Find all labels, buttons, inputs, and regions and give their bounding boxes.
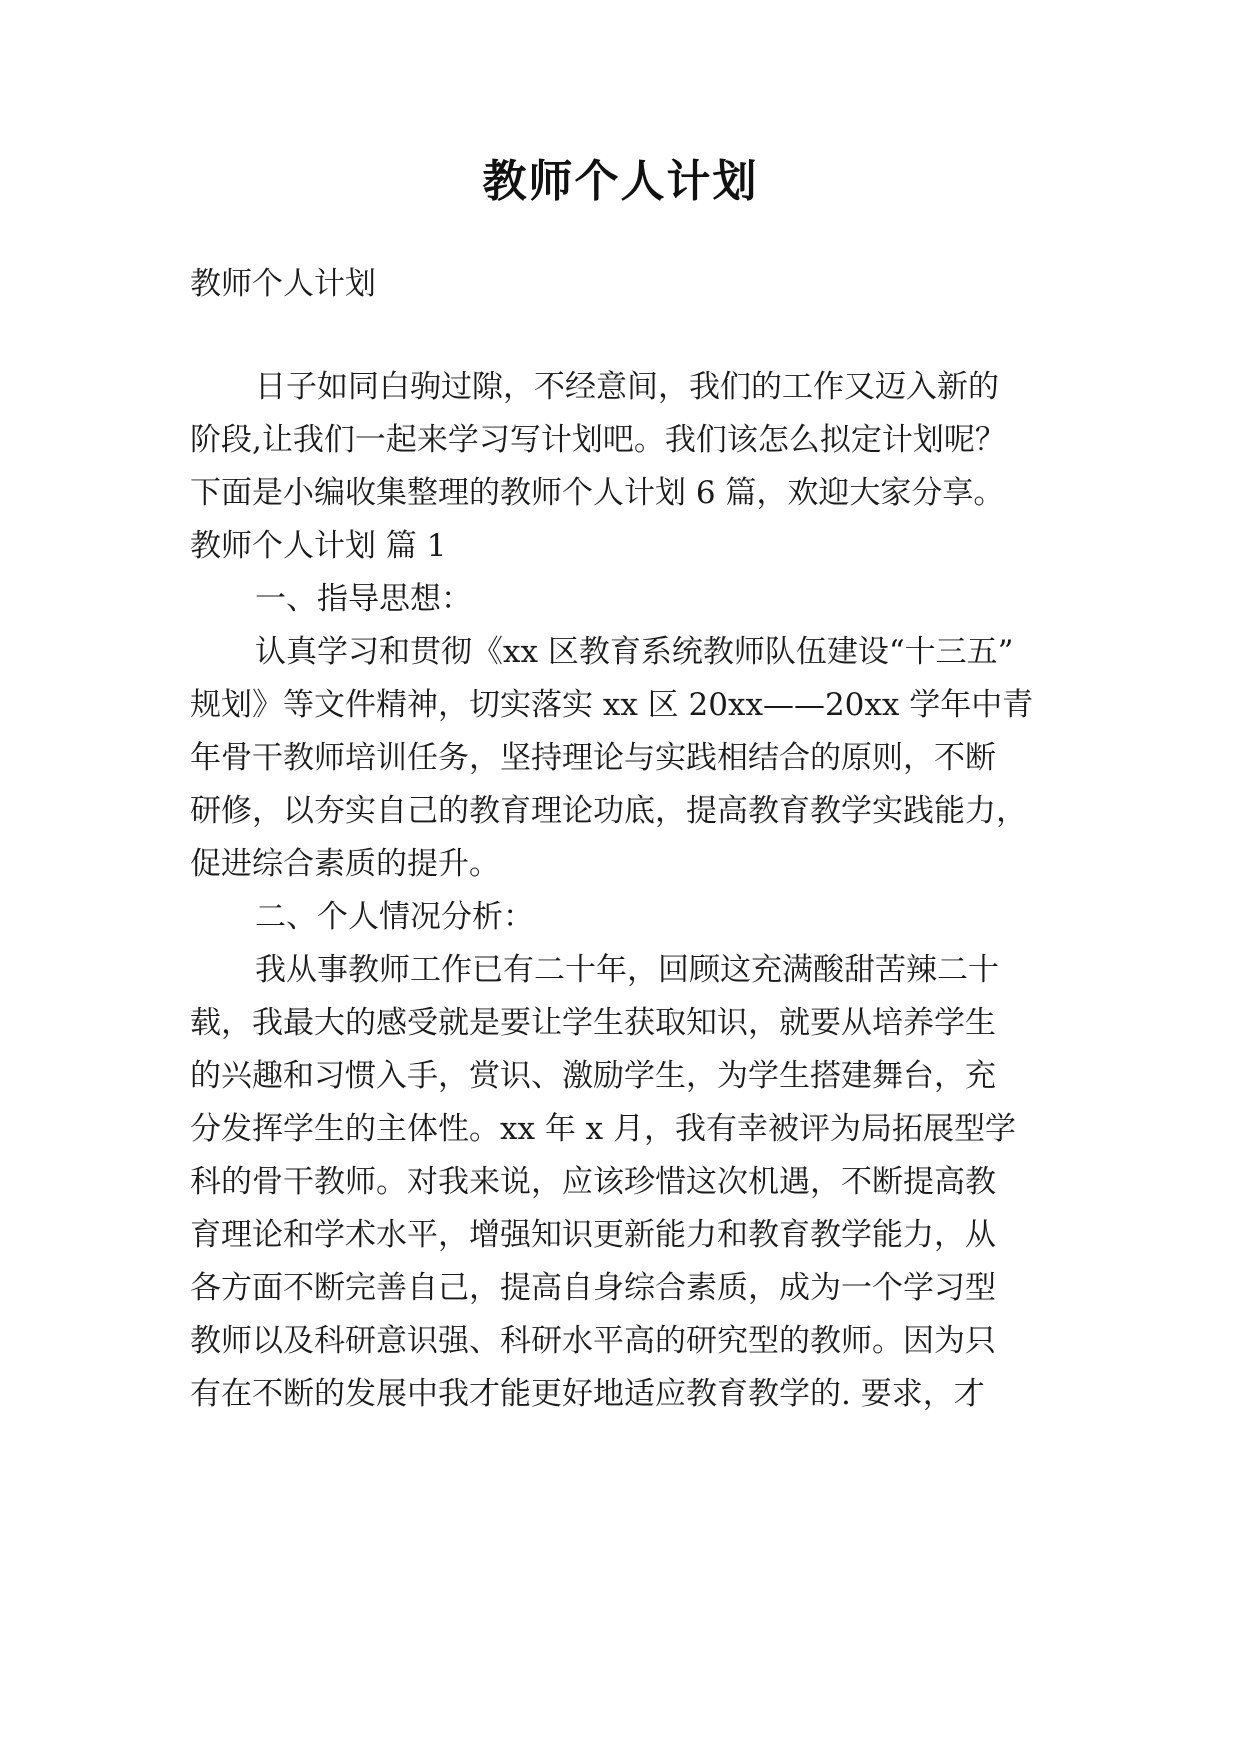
paragraph-line: 分发挥学生的主体性。xx 年 x 月，我有幸被评为局拓展型学	[190, 1111, 1017, 1147]
section-heading: 教师个人计划 篇 1	[190, 528, 447, 564]
paragraph-line: 的兴趣和习惯入手，赏识、激励学生，为学生搭建舞台，充	[190, 1058, 996, 1094]
paragraph-line: 载，我最大的感受就是要让学生获取知识，就要从培养学生	[190, 1005, 996, 1041]
paragraph-line: 年骨干教师培训任务，坚持理论与实践相结合的原则，不断	[190, 740, 996, 776]
section-heading: 一、指导思想：	[255, 581, 472, 617]
paragraph-line: 有在不断的发展中我才能更好地适应教育教学的. 要求，才	[190, 1376, 985, 1412]
paragraph-line: 科的骨干教师。对我来说，应该珍惜这次机遇，不断提高教	[190, 1164, 996, 1200]
document-title: 教师个人计划	[482, 156, 759, 207]
paragraph-line: 认真学习和贯彻《xx 区教育系统教师队伍建设“十三五”	[255, 634, 1014, 670]
paragraph-line: 下面是小编收集整理的教师个人计划 6 篇，欢迎大家分享。	[190, 475, 1005, 511]
paragraph-line: 各方面不断完善自己，提高自身综合素质，成为一个学习型	[190, 1270, 996, 1306]
paragraph-line: 日子如同白驹过隙，不经意间，我们的工作又迈入新的	[255, 369, 999, 405]
paragraph-line: 规划》等文件精神，切实落实 xx 区 20xx——20xx 学年中青	[190, 687, 1034, 723]
paragraph-line: 研修，以夯实自己的教育理论功底，提高教育教学实践能力，	[190, 793, 1027, 829]
paragraph-line: 促进综合素质的提升。	[190, 846, 500, 882]
paragraph-line: 阶段,让我们一起来学习写计划吧。我们该怎么拟定计划呢？	[190, 422, 1006, 458]
paragraph-line: 我从事教师工作已有二十年，回顾这充满酸甜苦辣二十	[255, 952, 999, 988]
document-subtitle: 教师个人计划	[190, 266, 376, 302]
paragraph-line: 育理论和学术水平，增强知识更新能力和教育教学能力，从	[190, 1217, 996, 1253]
section-heading: 二、个人情况分析：	[255, 899, 534, 935]
paragraph-line: 教师以及科研意识强、科研水平高的研究型的教师。因为只	[190, 1323, 996, 1359]
